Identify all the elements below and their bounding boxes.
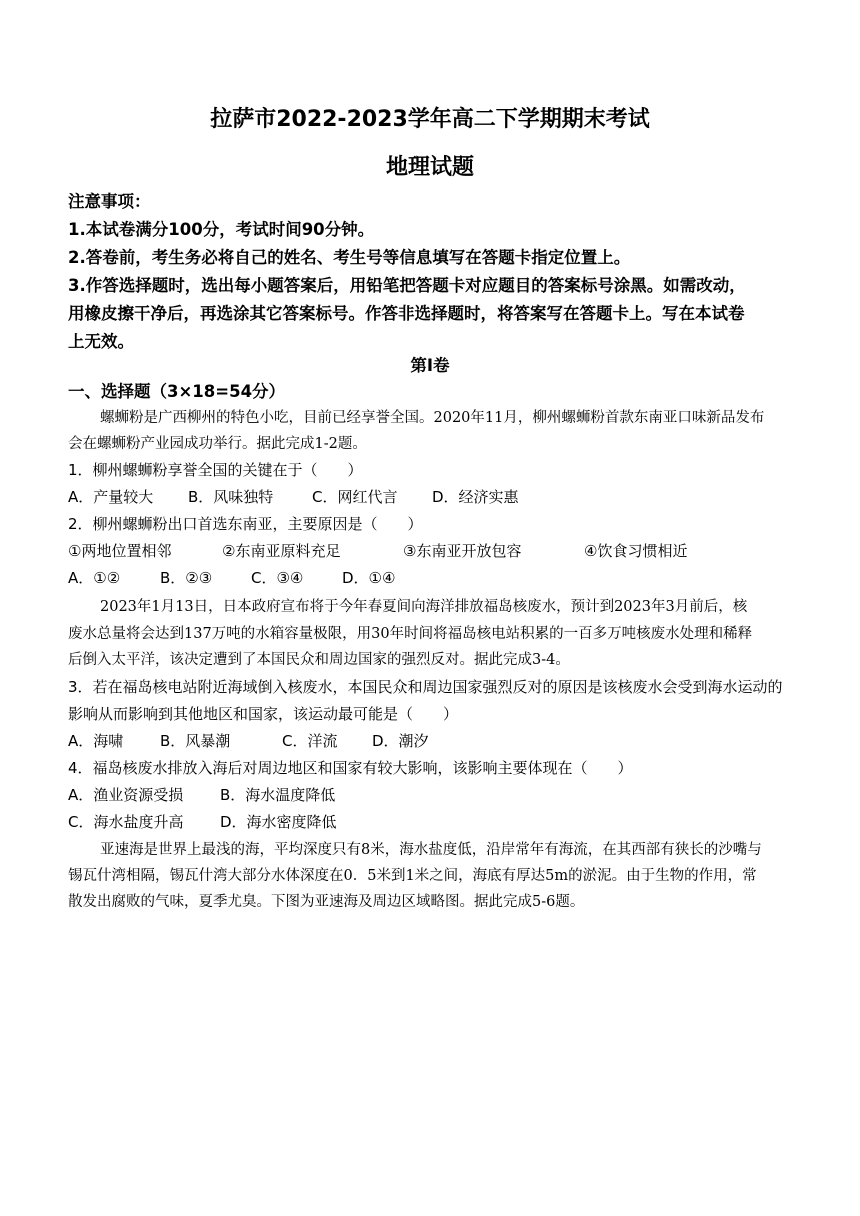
option-c: C．海水盐度升高 bbox=[68, 813, 184, 831]
statement-2: ②东南亚原料充足 bbox=[222, 542, 341, 560]
passage-line: 后倒入太平洋，该决定遭到了本国民众和周边国家的强烈反对。据此完成3-4。 bbox=[68, 652, 570, 668]
option-a: A．产量较大 bbox=[68, 488, 154, 506]
question-stem: 2．柳州螺蛳粉出口首选东南亚，主要原因是（ ） bbox=[68, 515, 423, 533]
passage-line: 散发出腐败的气味，夏季尤臭。下图为亚速海及周边区域略图。据此完成5-6题。 bbox=[68, 894, 585, 910]
option-a: A．海啸 bbox=[68, 732, 124, 750]
statement-3: ③东南亚开放包容 bbox=[403, 542, 522, 560]
question-stem: 4．福岛核废水排放入海后对周边地区和国家有较大影响，该影响主要体现在（ ） bbox=[68, 759, 633, 777]
notice-line: 3.作答选择题时，选出每小题答案后，用铅笔把答题卡对应题目的答案标号涂黑。如需改动， bbox=[68, 276, 746, 295]
exam-subtitle: 地理试题 bbox=[385, 155, 474, 180]
option-c: C．网红代言 bbox=[312, 488, 398, 506]
option-a: A．渔业资源受损 bbox=[68, 786, 184, 804]
question-stem: 影响从而影响到其他地区和国家，该运动最可能是（ ） bbox=[68, 705, 459, 723]
option-b: B．②③ bbox=[160, 569, 213, 587]
section-title: 一、选择题（3×18=54分） bbox=[68, 382, 286, 401]
exam-title: 拉萨市2022-2023学年高二下学期期末考试 bbox=[210, 107, 650, 132]
option-d: D．潮汐 bbox=[372, 732, 429, 750]
question-stem: 1．柳州螺蛳粉享誉全国的关键在于（ ） bbox=[68, 461, 363, 479]
passage-line: 锡瓦什湾相隔，锡瓦什湾大部分水体深度在0．5米到1米之间，海底有厚达5m的淤泥。由于生物的作用，常 bbox=[68, 868, 757, 884]
option-d: D．海水密度降低 bbox=[220, 813, 337, 831]
option-d: D．经济实惠 bbox=[432, 488, 519, 506]
passage-line: 会在螺蛳粉产业园成功举行。据此完成1-2题。 bbox=[68, 436, 367, 452]
statement-1: ①两地位置相邻 bbox=[68, 542, 172, 560]
passage-line: 2023年1月13日，日本政府宣布将于今年春夏间向海洋排放福岛核废水，预计到2023年3月前后，核 bbox=[100, 599, 748, 615]
option-a: A．①② bbox=[68, 569, 121, 587]
notice-line: 上无效。 bbox=[68, 332, 134, 351]
option-b: B．风味独特 bbox=[188, 488, 274, 506]
passage-line: 废水总量将会达到137万吨的水箱容量极限，用30年时间将福岛核电站积累的一百多万吨核废水处理和稀释 bbox=[68, 626, 753, 642]
option-b: B．海水温度降低 bbox=[220, 786, 336, 804]
option-d: D．①④ bbox=[342, 569, 396, 587]
notice-line: 用橡皮擦干净后，再选涂其它答案标号。作答非选择题时，将答案写在答题卡上。写在本试卷 bbox=[68, 304, 745, 323]
statement-4: ④饮食习惯相近 bbox=[584, 542, 688, 560]
question-stem: 3．若在福岛核电站附近海域倒入核废水，本国民众和周边国家强烈反对的原因是该核废水会受到海水运动的 bbox=[68, 678, 783, 696]
option-b: B．风暴潮 bbox=[160, 732, 231, 750]
notice-heading: 注意事项： bbox=[68, 192, 151, 211]
notice-line: 1.本试卷满分100分，考试时间90分钟。 bbox=[68, 220, 375, 239]
part-title: 第Ⅰ卷 bbox=[410, 356, 450, 375]
option-c: C．洋流 bbox=[282, 732, 338, 750]
option-c: C．③④ bbox=[251, 569, 304, 587]
passage-line: 亚速海是世界上最浅的海，平均深度只有8米，海水盐度低，沿岸常年有海流，在其西部有狭长的沙嘴与 bbox=[100, 842, 762, 858]
notice-line: 2.答卷前，考生务必将自己的姓名、考生号等信息填写在答题卡指定位置上。 bbox=[68, 248, 631, 267]
passage-line: 螺蛳粉是广西柳州的特色小吃，目前已经享誉全国。2020年11月，柳州螺蛳粉首款东南亚口味新品发布 bbox=[100, 410, 765, 426]
